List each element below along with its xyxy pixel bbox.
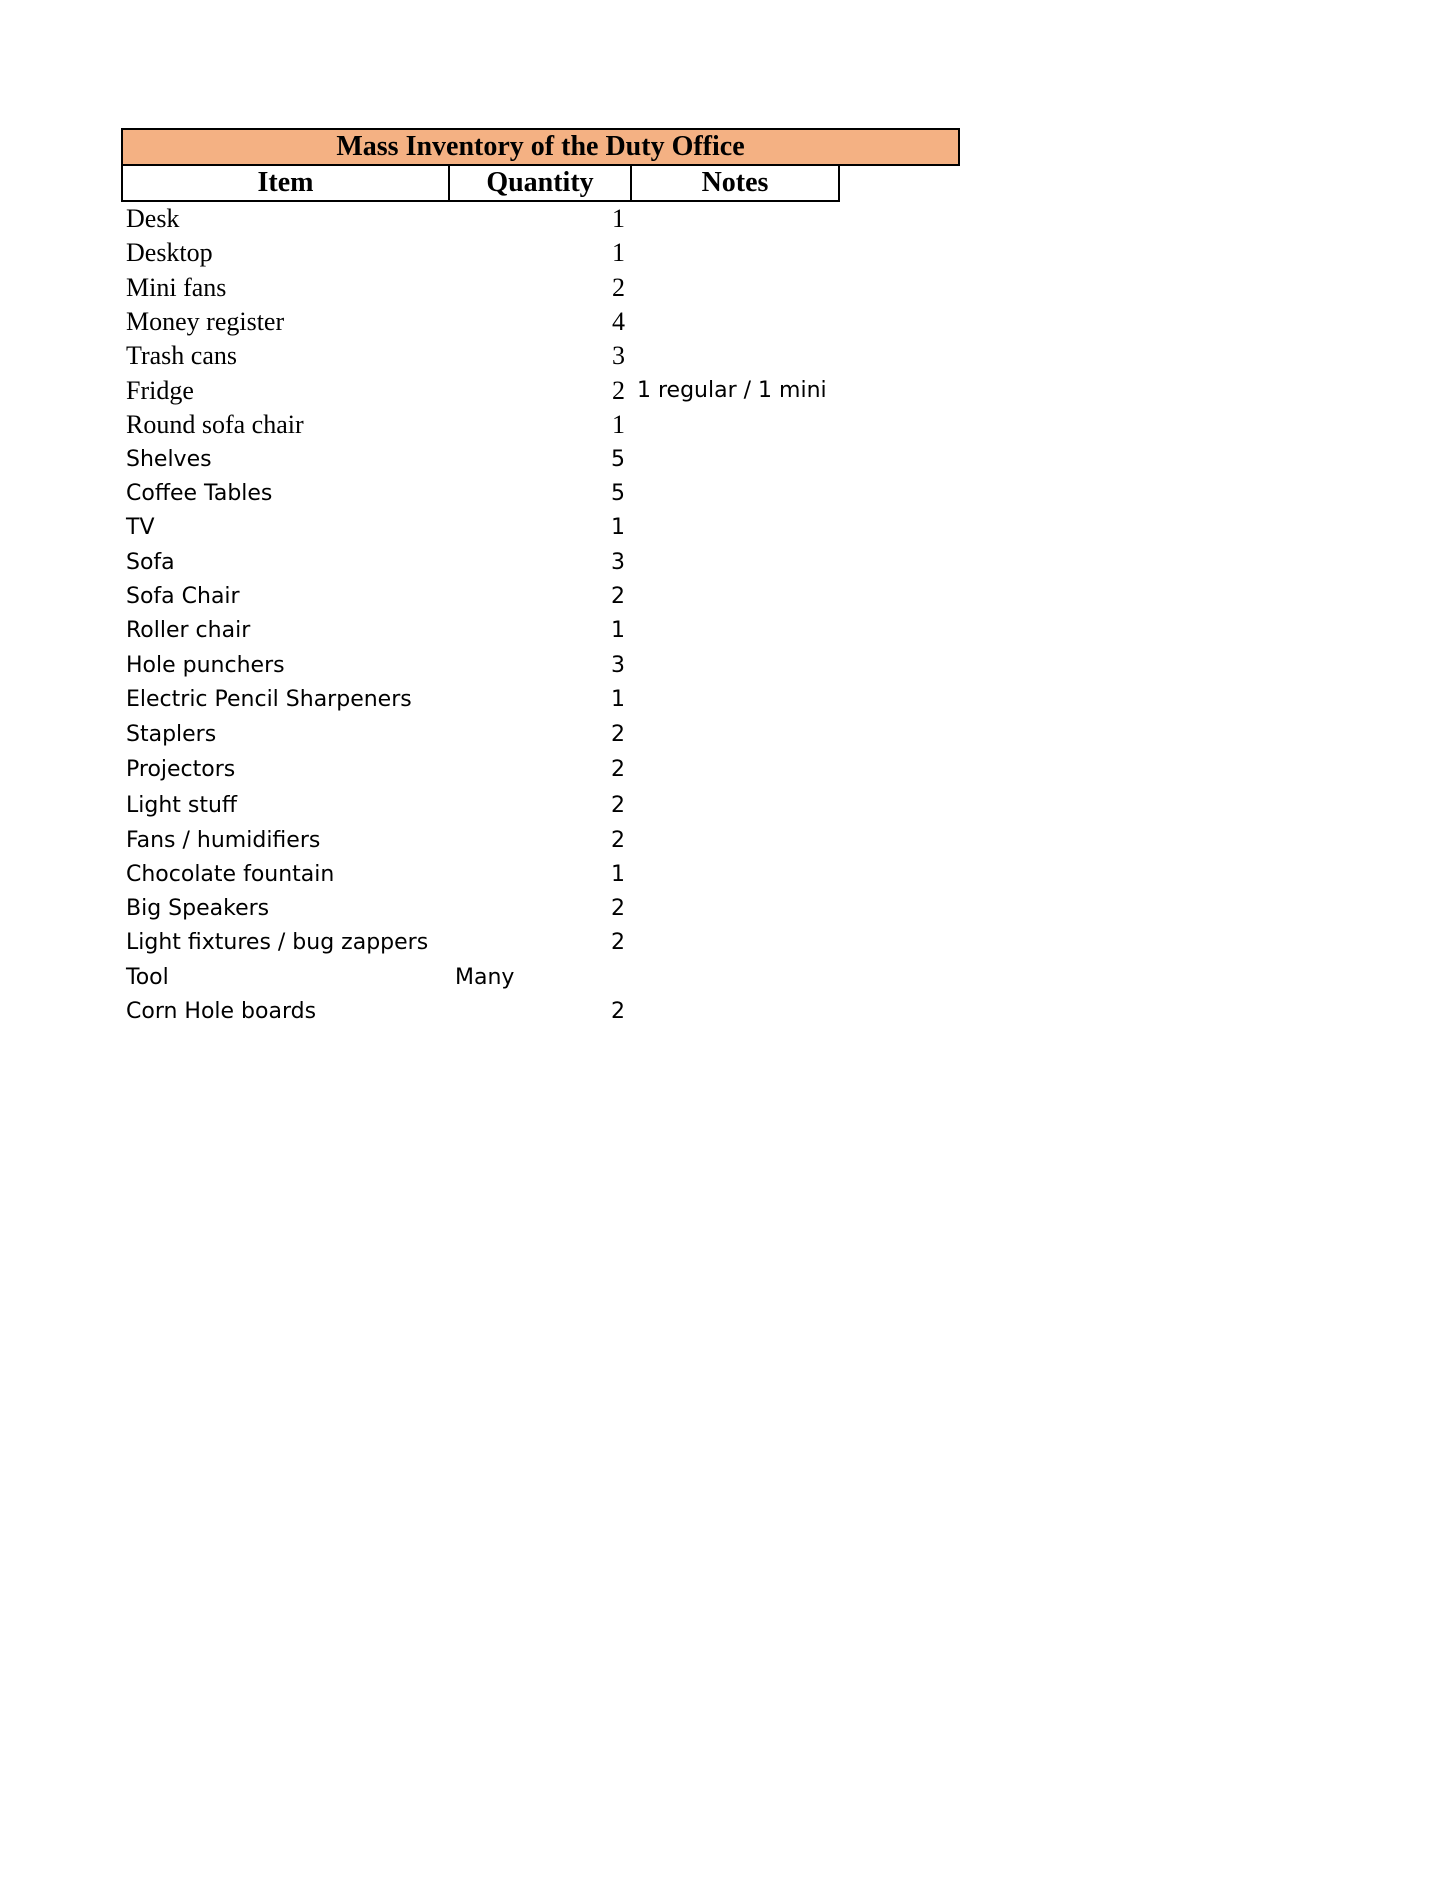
row-item: Light fixtures / bug zappers [126,930,429,956]
table-row [121,408,961,442]
row-quantity: 2 [612,272,625,302]
table-row [121,752,961,788]
table-row [121,236,961,270]
table-row [121,202,961,236]
row-quantity: 2 [611,757,625,783]
row-item: Sofa [126,549,175,575]
row-quantity: Many [455,964,515,990]
table-row [121,579,961,613]
row-quantity: 2 [611,930,625,956]
row-quantity: 2 [611,896,625,922]
row-quantity: 3 [611,652,625,678]
row-item: Corn Hole boards [126,999,317,1025]
table-row [121,960,961,994]
sheet-title: Mass Inventory of the Duty Office [121,128,960,166]
row-item: Trash cans [126,341,237,371]
header-item: Item [121,166,450,202]
row-quantity: 1 [612,409,625,439]
row-quantity: 3 [611,549,625,575]
row-quantity: 4 [612,307,625,337]
table-row [121,823,961,857]
row-item: Staplers [126,721,217,747]
row-quantity: 1 [612,204,625,234]
inventory-sheet [121,128,961,1029]
row-quantity: 2 [611,721,625,747]
row-quantity: 2 [611,827,625,853]
header-row [121,166,961,202]
row-item: Desk [126,204,180,234]
table-row [121,716,961,752]
row-item: Roller chair [126,618,251,644]
row-item: Projectors [126,757,236,783]
table-row [121,892,961,926]
row-item: Money register [126,307,285,337]
table-row [121,339,961,373]
row-quantity: 2 [611,999,625,1025]
table-row [121,994,961,1028]
table-row [121,614,961,648]
row-item: Chocolate fountain [126,861,335,887]
row-item: Tool [126,964,169,990]
row-item: Fridge [126,375,194,405]
row-item: Round sofa chair [126,409,304,439]
row-item: Fans / humidifiers [126,827,321,853]
table-row [121,373,961,407]
table-row [121,682,961,716]
header-notes: Notes [632,166,840,202]
table-row [121,476,961,510]
row-quantity: 5 [611,446,625,472]
table-row [121,545,961,579]
row-quantity: 1 [611,861,625,887]
table-row [121,271,961,305]
row-quantity: 5 [611,481,625,507]
row-item: Shelves [126,446,212,472]
row-notes: 1 regular / 1 mini [637,378,827,404]
row-quantity: 2 [611,792,625,818]
table-row [121,926,961,960]
row-quantity: 1 [611,515,625,541]
table-row [121,787,961,823]
table-row [121,511,961,545]
row-item: Sofa Chair [126,583,240,609]
row-item: Coffee Tables [126,481,273,507]
inventory-rows [121,202,961,1029]
row-quantity: 3 [612,341,625,371]
row-quantity: 1 [611,618,625,644]
row-item: Desktop [126,238,213,268]
row-quantity: 2 [612,375,625,405]
table-row [121,442,961,476]
row-item: TV [126,515,155,541]
row-quantity: 1 [611,686,625,712]
table-row [121,305,961,339]
row-item: Hole punchers [126,652,285,678]
row-quantity: 2 [611,583,625,609]
table-row [121,857,961,891]
row-item: Big Speakers [126,896,270,922]
row-quantity: 1 [612,238,625,268]
row-item: Electric Pencil Sharpeners [126,686,412,712]
row-item: Light stuff [126,792,238,818]
row-item: Mini fans [126,272,227,302]
table-row [121,648,961,682]
header-quantity: Quantity [450,166,632,202]
